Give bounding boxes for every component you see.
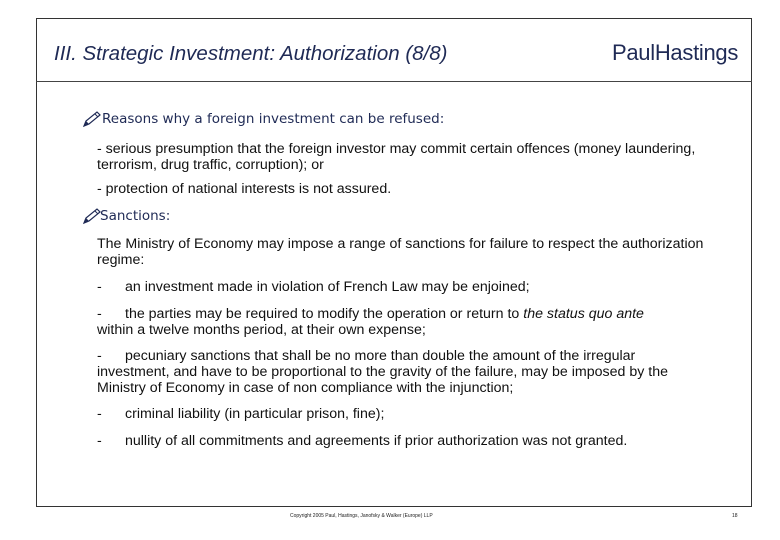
sanction-item-3-line-2: investment, and have to be proportional to the gravity of the failure, may be imposed by the Ministry of Economy in case of non compliance with the injunction; [97, 364, 668, 396]
list-dash: - [97, 433, 102, 449]
section-heading-refusal [102, 111, 444, 127]
page-number: 18 [732, 513, 738, 519]
logo-part-1: Paul [612, 40, 655, 65]
list-dash: - [97, 348, 102, 364]
copyright-footer: Copyright 2005 Paul, Hastings, Janofsky & Walker (Europe) LLP [290, 513, 433, 519]
refusal-reason-1: - serious presumption that the foreign investor may commit certain offences (money laundering, terrorism, drug traffic, corruption); or [97, 141, 696, 173]
section-heading-refusal-text: Reasons why a foreign investment can be refused [102, 111, 440, 127]
company-logo [612, 40, 738, 66]
pen-icon [82, 207, 102, 225]
list-dash: - [97, 306, 102, 322]
sanction-item-3-line-1: pecuniary sanctions that shall be no more than double the amount of the irregular [125, 348, 636, 364]
sanction-item-1: an investment made in violation of French Law may be enjoined; [125, 279, 530, 295]
sanction-item-4: criminal liability (in particular prison, fine); [125, 406, 385, 422]
list-dash: - [97, 406, 102, 422]
pen-icon [82, 110, 102, 128]
slide-title: III. Strategic Investment: Authorization (8/8) [54, 42, 448, 65]
sanction-item-2-text: the parties may be required to modify the operation or return to [125, 306, 524, 322]
sanctions-intro: The Ministry of Economy may impose a range of sanctions for failure to respect the authorization regime: [97, 236, 704, 268]
section-heading-sanctions: Sanctions: [100, 208, 171, 224]
sanction-item-5: nullity of all commitments and agreements if prior authorization was not granted. [125, 433, 628, 449]
sanction-item-2-line-1 [125, 306, 644, 322]
logo-part-2: Hastings [654, 40, 739, 65]
refusal-reason-2: - protection of national interests is not assured. [97, 181, 392, 197]
sanction-item-2-italic: the status quo ante [523, 306, 644, 322]
sanction-item-2-line-2: within a twelve months period, at their own expense; [97, 322, 426, 338]
header-divider [36, 81, 752, 82]
list-dash: - [97, 279, 102, 295]
heading-suffix: : [439, 111, 445, 127]
